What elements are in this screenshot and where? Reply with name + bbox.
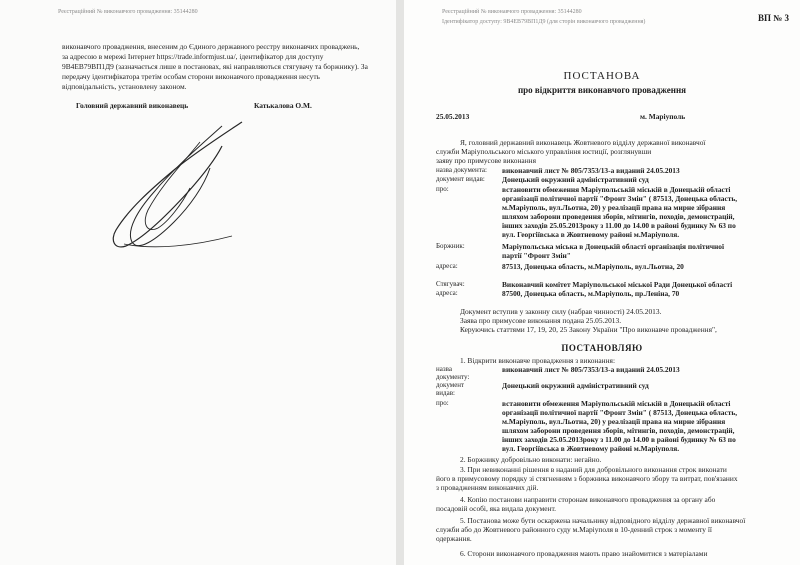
decree-field-value: виконавчий лист № 805/7353/13-а виданий 24.05.2013 (502, 365, 680, 374)
decree-item-3: 3. При невиконанні рішення в наданий для добровільного виконання строк виконати (460, 465, 727, 474)
field-value-line: шляхом заборони проведення зборів, мітингів, походів, демонстрацій, (502, 212, 735, 221)
paragraph-line: 9В4ЕВ79ВП1Д9 (зазначається лише в постановах, які направляються стягувачу та боржнику). За (62, 62, 368, 71)
signature-role: Головний державний виконавець (76, 101, 189, 110)
field-label: адреса: (436, 262, 458, 270)
right-document-page (404, 0, 800, 565)
intro-line: Я, головний державний виконавець Жовтневого відділу державної виконавчої (460, 138, 706, 147)
field-label: назва документа: (436, 166, 487, 174)
decree-field-value: Донецький окружний адміністративний суд (502, 381, 649, 390)
decree-item-3-line: його в примусовому порядку зі стягненням з боржника виконавчого збору та витрат, пов'язаних (436, 474, 738, 483)
handwritten-signature (104, 118, 254, 258)
decree-field-value-line: м.Маріуполь, вул.Льотна, 20) у реалізації права на мирне зібрання (502, 417, 726, 426)
document-subtitle: про відкриття виконавчого провадження (517, 85, 687, 95)
info-line: Заява про примусове виконання подана 25.05.2013. (460, 316, 622, 325)
field-label: про: (436, 185, 449, 193)
paragraph-line: відповідальність, установлену законом. (62, 82, 187, 91)
decree-field-label: видав: (436, 389, 455, 397)
field-value: 87500, Донецька область, м.Маріуполь, пр.Леніна, 70 (502, 289, 680, 298)
field-value: Виконавчий комітет Маріупольської міської Ради Донецької області (502, 280, 733, 289)
field-value-line: вул. Георгіївська в Жовтневому районі м.Маріуполя. (502, 230, 680, 239)
decree-item-5-line: одержання. (436, 534, 472, 543)
field-label: Боржник: (436, 242, 465, 250)
decree-item-5-line: служби або до Жовтневого районного суду м.Маріуполя в 10-денний строк з моменту її (436, 525, 712, 534)
decree-item-6: 6. Сторони виконавчого провадження мають право знайомитися з матеріалами (460, 549, 708, 558)
decree-date: 25.05.2013 (436, 112, 470, 121)
document-title: ПОСТАНОВА (563, 70, 641, 82)
right-page-header: Реєстраційний № виконавчого провадження: 35144280 (442, 9, 582, 15)
intro-line: заяву про примусове виконання (436, 156, 536, 165)
decree-city: м. Маріуполь (640, 112, 686, 121)
paragraph-line: за адресою в мережі Інтернет https://trade.informjust.ua/, ідентифікатор для доступу (62, 52, 324, 61)
paragraph-line: передачу ідентифікатора третім особам сторони виконавчого провадження несуть (62, 72, 320, 81)
intro-line: служби Маріупольського міського управління юстиції, розглянувши (436, 147, 652, 156)
field-value: виконавчий лист № 805/7353/13-а виданий 24.05.2013 (502, 166, 680, 175)
info-line: Керуючись статтями 17, 19, 20, 25 Закону України "Про виконавче провадження", (460, 325, 717, 334)
decree-field-value-line: шляхом заборони проведення зборів, мітингів, походів, демонстрацій, (502, 426, 735, 435)
decree-field-value-line: вул. Георгіївська в Жовтневому районі м.Маріуполя. (502, 444, 680, 453)
decree-item-4: 4. Копію постанови направити сторонам виконавчого провадження за органу або (460, 495, 716, 504)
paragraph-line: виконавчого провадження, внесеним до Єдиного державного реєстру виконавчих проваджень, (62, 42, 360, 51)
decree-item-4-line: посадовій особі, яка видала документ. (436, 504, 556, 513)
access-identifier-line: Ідентифікатор доступу: 9В4ЕВ79ВП1Д9 (для сторін виконавчого провадження) (442, 19, 646, 25)
field-value-line: м.Маріуполь, вул.Льотна, 20) у реалізації права на мирне зібрання (502, 203, 726, 212)
field-value-line: партії "Фронт Змін" (502, 251, 571, 260)
field-value-line: встановити обмеження Маріупольській міській в Донецькій області (502, 185, 731, 194)
left-document-page (0, 0, 396, 565)
decree-item-3-line: з провадженням виконавчих дій. (436, 483, 539, 492)
series-mark: ВП № 3 (758, 13, 790, 23)
decree-item-2: 2. Боржнику добровільно виконати: негайно. (460, 455, 602, 464)
decree-field-value-line: встановити обмеження Маріупольській міській в Донецькій області (502, 399, 731, 408)
decree-field-value-line: організації політичної партії "Фронт Змін" ( 87513, Донецька область, (502, 408, 738, 417)
decree-field-label: про: (436, 399, 449, 407)
decree-field-label: документу: (436, 373, 470, 381)
field-value-line: організації політичної партії "Фронт Змін" ( 87513, Донецька область, (502, 194, 738, 203)
info-line: Документ вступив у законну силу (набрав чинності) 24.05.2013. (460, 307, 662, 316)
decree-item-1: 1. Відкрити виконавче провадження з виконання: (460, 356, 615, 365)
field-label: документ видав: (436, 175, 485, 183)
decree-heading: ПОСТАНОВЛЯЮ (561, 343, 643, 353)
field-value-line: інших заходів 25.05.2013року з 11.00 до 14.00 в районі будинку № 63 по (502, 221, 736, 230)
decree-field-label: назва (436, 365, 452, 373)
decree-field-label: документ (436, 381, 465, 389)
field-value: 87513, Донецька область, м.Маріуполь, вул.Льотна, 20 (502, 262, 684, 271)
signature-name: Катькалова О.М. (254, 101, 312, 110)
field-label: Стягувач: (436, 280, 465, 288)
page-gutter (396, 0, 404, 565)
field-value: Донецький окружний адміністративний суд (502, 175, 649, 184)
decree-item-5: 5. Постанова може бути оскаржена начальнику відповідного відділу державної виконавчої (460, 516, 746, 525)
field-value-line: Маріупольська міська в Донецькій області організація політичної (502, 242, 724, 251)
decree-field-value-line: інших заходів 25.05.2013року з 11.00 до 14.00 в районі будинку № 63 по (502, 435, 736, 444)
field-label: адреса: (436, 289, 458, 297)
left-page-header: Реєстраційний № виконавчого провадження: 35144280 (58, 9, 198, 15)
